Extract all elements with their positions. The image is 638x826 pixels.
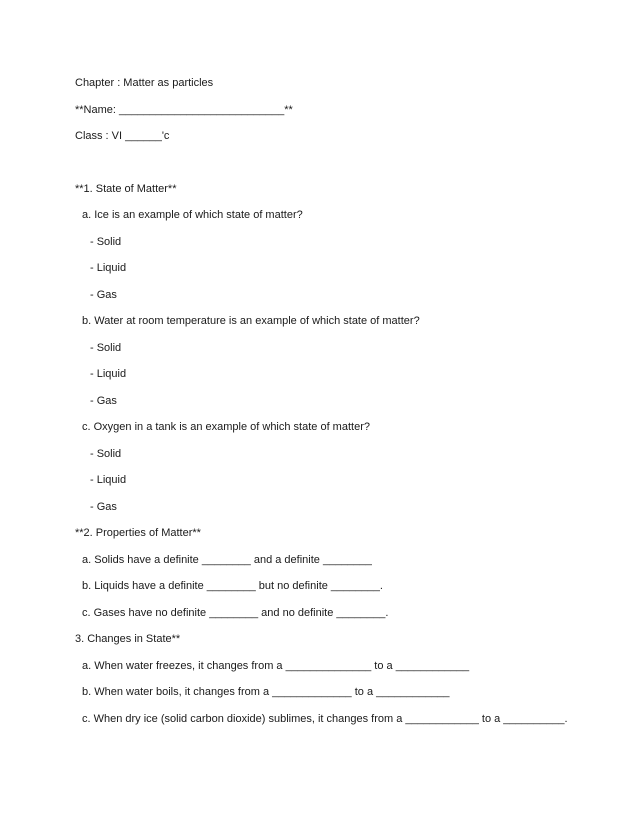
name-field-line: **Name: ___________________________** [75,104,293,116]
option-gas: - Gas [90,501,117,513]
class-field-line: Class : VI ______'c [75,130,170,142]
option-solid: - Solid [90,342,122,354]
question-3a: a. When water freezes, it changes from a ______________ to a ____________ [82,660,470,672]
section-3-title: 3. Changes in State** [75,633,181,645]
option-solid: - Solid [90,448,122,460]
option-liquid: - Liquid [90,474,127,486]
question-1b: b. Water at room temperature is an example of which state of matter? [82,315,420,327]
question-3c: c. When dry ice (solid carbon dioxide) sublimes, it changes from a ____________ to a __________. [82,713,568,725]
section-2-title: **2. Properties of Matter** [75,527,201,539]
question-2a: a. Solids have a definite ________ and a definite ________ [82,554,372,566]
option-gas: - Gas [90,289,117,301]
chapter-heading: Chapter : Matter as particles [75,77,214,89]
question-2b: b. Liquids have a definite ________ but no definite ________. [82,580,383,592]
question-1c: c. Oxygen in a tank is an example of which state of matter? [82,421,370,433]
question-3b: b. When water boils, it changes from a _____________ to a ____________ [82,686,450,698]
question-2c: c. Gases have no definite ________ and no definite ________. [82,607,389,619]
section-1-title: **1. State of Matter** [75,183,177,195]
option-solid: - Solid [90,236,122,248]
option-liquid: - Liquid [90,368,127,380]
option-liquid: - Liquid [90,262,127,274]
question-1a: a. Ice is an example of which state of matter? [82,209,303,221]
option-gas: - Gas [90,395,117,407]
